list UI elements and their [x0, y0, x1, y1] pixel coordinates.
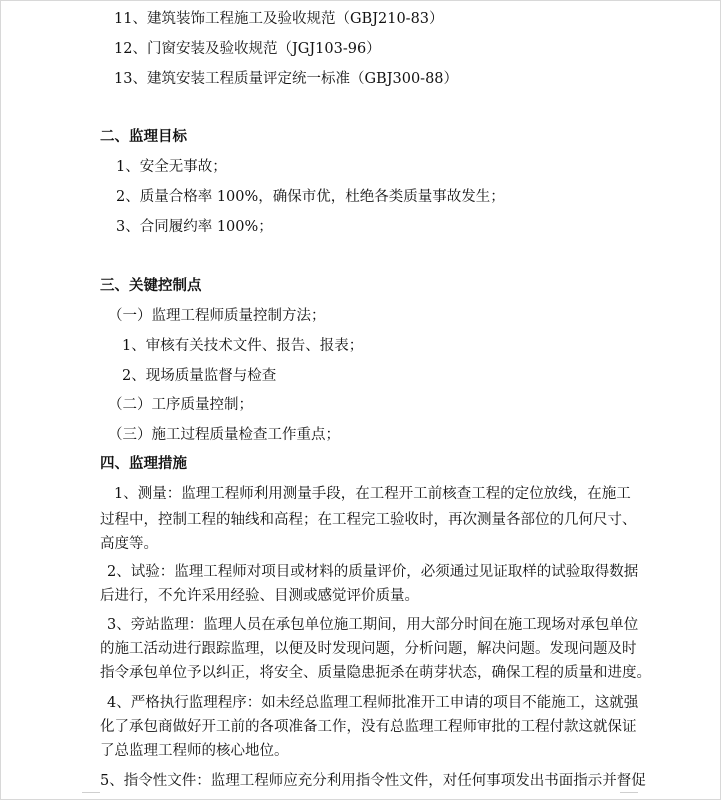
- control-subheading-1: （一）监理工程师质量控制方法；: [108, 308, 326, 324]
- standard-item-13: 13、建筑安装工程质量评定统一标准（GBJ300-88）: [114, 71, 459, 87]
- standard-item-12: 12、门窗安装及验收规范（JGJ103-96）: [114, 41, 381, 57]
- section-heading-control-points: 三、关键控制点: [100, 277, 202, 294]
- measure-2-line-2: 后进行，不允许采用经验、目测或感觉评价质量。: [100, 588, 419, 604]
- section-heading-measures: 四、监理措施: [100, 455, 187, 472]
- goal-item-2: 2、质量合格率 100%，确保市优，杜绝各类质量事故发生；: [116, 189, 505, 205]
- control-method-item-1: 1、审核有关技术文件、报告、报表；: [122, 338, 364, 354]
- page-corner-mark-right: [620, 792, 638, 793]
- measure-1-line-1: 1、测量：监理工程师利用测量手段，在工程开工前核查工程的定位放线，在施工: [114, 486, 631, 502]
- measure-3-line-1: 3、旁站监理：监理人员在承包单位施工期间，用大部分时间在施工现场对承包单位: [107, 617, 639, 633]
- standard-item-11: 11、建筑装饰工程施工及验收规范（GBJ210-83）: [114, 11, 444, 27]
- page-corner-mark-left: [82, 792, 100, 793]
- measure-4-line-1: 4、严格执行监理程序：如未经总监理工程师批准开工申请的项目不能施工，这就强: [107, 695, 639, 711]
- control-subheading-3: （三）施工过程质量检查工作重点；: [108, 427, 340, 443]
- measure-2-line-1: 2、试验：监理工程师对项目或材料的质量评价，必须通过见证取样的试验取得数据: [107, 564, 639, 580]
- section-heading-goals: 二、监理目标: [100, 128, 187, 145]
- measure-3-line-3: 指令承包单位予以纠正，将安全、质量隐患扼杀在萌芽状态，确保工程的质量和进度。: [100, 665, 651, 681]
- measure-5-line-1: 5、指令性文件：监理工程师应充分利用指令性文件，对任何事项发出书面指示并督促: [100, 773, 646, 789]
- measure-1-line-3: 高度等。: [100, 536, 158, 552]
- goal-item-1: 1、安全无事故；: [116, 159, 227, 175]
- control-subheading-2: （二）工序质量控制；: [108, 397, 253, 413]
- measure-4-line-3: 了总监理工程师的核心地位。: [100, 743, 289, 759]
- measure-3-line-2: 的施工活动进行跟踪监理，以便及时发现问题，分析问题，解决问题。发现问题及时: [100, 641, 637, 657]
- control-method-item-2: 2、现场质量监督与检查: [122, 368, 277, 384]
- measure-1-line-2: 过程中，控制工程的轴线和高程；在工程完工验收时，再次测量各部位的几何尺寸、: [100, 512, 637, 528]
- measure-4-line-2: 化了承包商做好开工前的各项准备工作，没有总监理工程师审批的工程付款这就保证: [100, 719, 637, 735]
- goal-item-3: 3、合同履约率 100%；: [116, 219, 273, 235]
